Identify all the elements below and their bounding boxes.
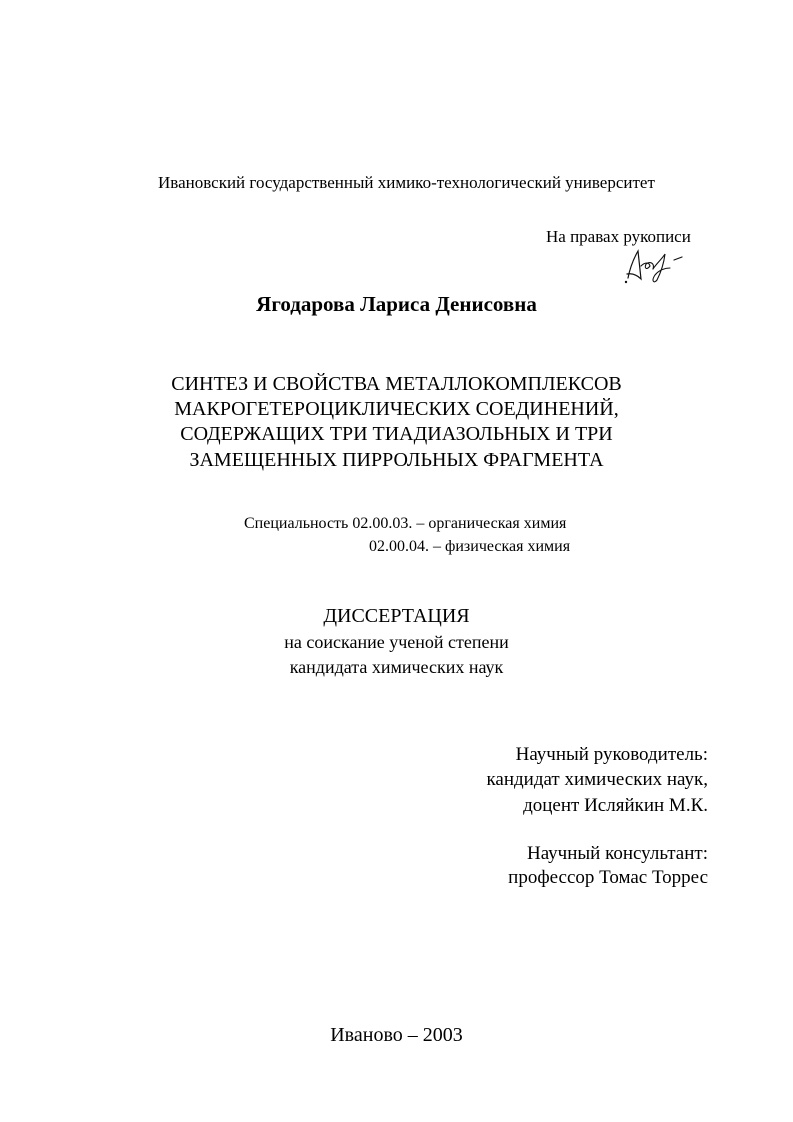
manuscript-rights-note: На правах рукописи <box>546 227 691 246</box>
consultant-label: Научный консультант: <box>526 843 708 864</box>
degree-line: на соискание ученой степени <box>284 632 509 652</box>
specialty-line-physical: 02.00.04. – физическая химия <box>369 538 571 555</box>
supervisor-label: Научный руководитель: <box>515 744 708 765</box>
supervisor-degree: кандидат химических наук, <box>486 769 708 790</box>
university-name: Ивановский государственный химико-технологический университет <box>158 173 655 192</box>
supervisor-name: доцент Исляйкин М.К. <box>523 795 708 816</box>
dissertation-title-line: МАКРОГЕТЕРОЦИКЛИЧЕСКИХ СОЕДИНЕНИЙ, <box>174 398 619 420</box>
degree-line: кандидата химических наук <box>289 657 504 677</box>
signature-icon <box>620 244 690 286</box>
city-year: Иваново – 2003 <box>330 1024 463 1046</box>
author-name: Ягодарова Лариса Денисовна <box>256 292 537 316</box>
consultant-name: профессор Томас Торрес <box>508 867 708 888</box>
dissertation-heading: ДИССЕРТАЦИЯ <box>323 605 470 627</box>
dissertation-title-line: СОДЕРЖАЩИХ ТРИ ТИАДИАЗОЛЬНЫХ И ТРИ <box>180 423 613 445</box>
dissertation-title-line: ЗАМЕЩЕННЫХ ПИРРОЛЬНЫХ ФРАГМЕНТА <box>189 449 604 471</box>
specialty-line-organic: Специальность 02.00.03. – органическая химия <box>244 515 567 532</box>
dissertation-title-line: СИНТЕЗ И СВОЙСТВА МЕТАЛЛОКОМПЛЕКСОВ <box>171 373 622 395</box>
